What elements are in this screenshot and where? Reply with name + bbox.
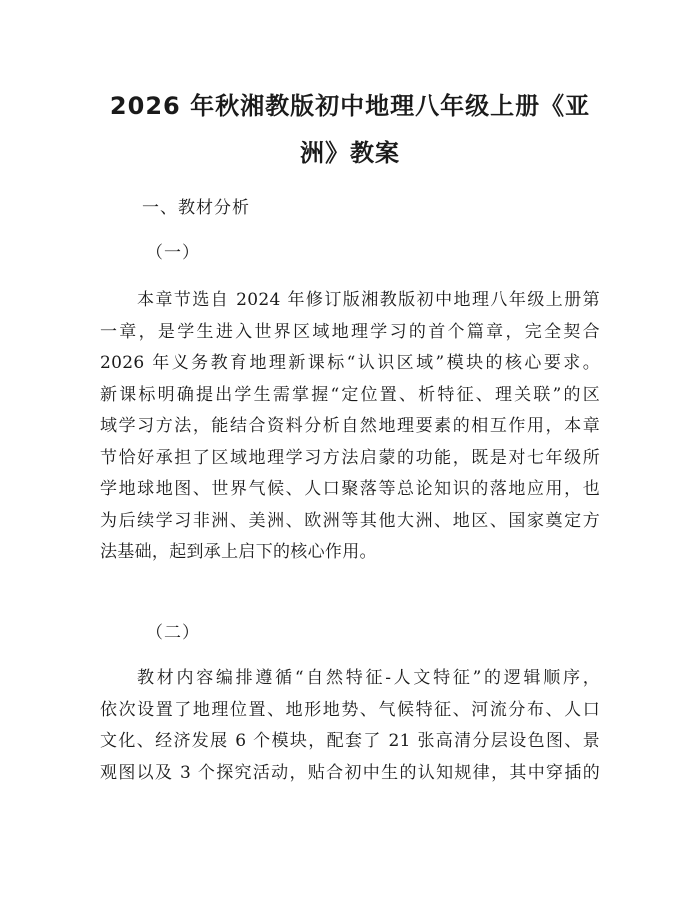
document-title-line-2: 洲》教案 — [300, 139, 400, 167]
paragraph-line: 域学习方法，能结合资料分析自然地理要素的相互作用，本章 — [100, 416, 600, 436]
paragraph-line: 为后续学习非洲、美洲、欧洲等其他大洲、地区、国家奠定方 — [100, 510, 600, 531]
paragraph-line: 学地球地图、世界气候、人口聚落等总论知识的落地应用，也 — [100, 479, 600, 499]
document-title-line-1: 2026 年秋湘教版初中地理八年级上册《亚 — [109, 92, 591, 120]
paragraph-line: 依次设置了地理位置、地形地势、气候特征、河流分布、人口 — [100, 699, 600, 720]
paragraph-line: 教材内容编排遵循“自然特征-人文特征”的逻辑顺序， — [137, 668, 600, 688]
paragraph-line: 2026 年义务教育地理新课标“认识区域”模块的核心要求。 — [100, 353, 600, 373]
paragraph-2 — [100, 663, 600, 789]
paragraph-line: 一章，是学生进入世界区域地理学习的首个篇章，完全契合 — [100, 321, 600, 342]
paragraph-line: 本章节选自 2024 年修订版湘教版初中地理八年级上册第 — [137, 290, 600, 310]
paragraph-line: 新课标明确提出学生需掌握“定位置、析特征、理关联”的区 — [100, 384, 600, 405]
paragraph-1 — [100, 285, 600, 569]
section-heading: 一、教材分析 — [142, 198, 250, 218]
paragraph-line: 文化、经济发展 6 个模块，配套了 21 张高清分层设色图、景 — [100, 731, 600, 751]
paragraph-line: 观图以及 3 个探究活动，贴合初中生的认知规律，其中穿插的 — [100, 762, 600, 783]
paragraph-line: 法基础，起到承上启下的核心作用。 — [100, 542, 377, 562]
paragraph-line: 节恰好承担了区域地理学习方法启蒙的功能，既是对七年级所 — [100, 447, 600, 468]
subsection-heading-2: （二） — [146, 623, 200, 643]
subsection-heading-1: （一） — [146, 243, 200, 263]
